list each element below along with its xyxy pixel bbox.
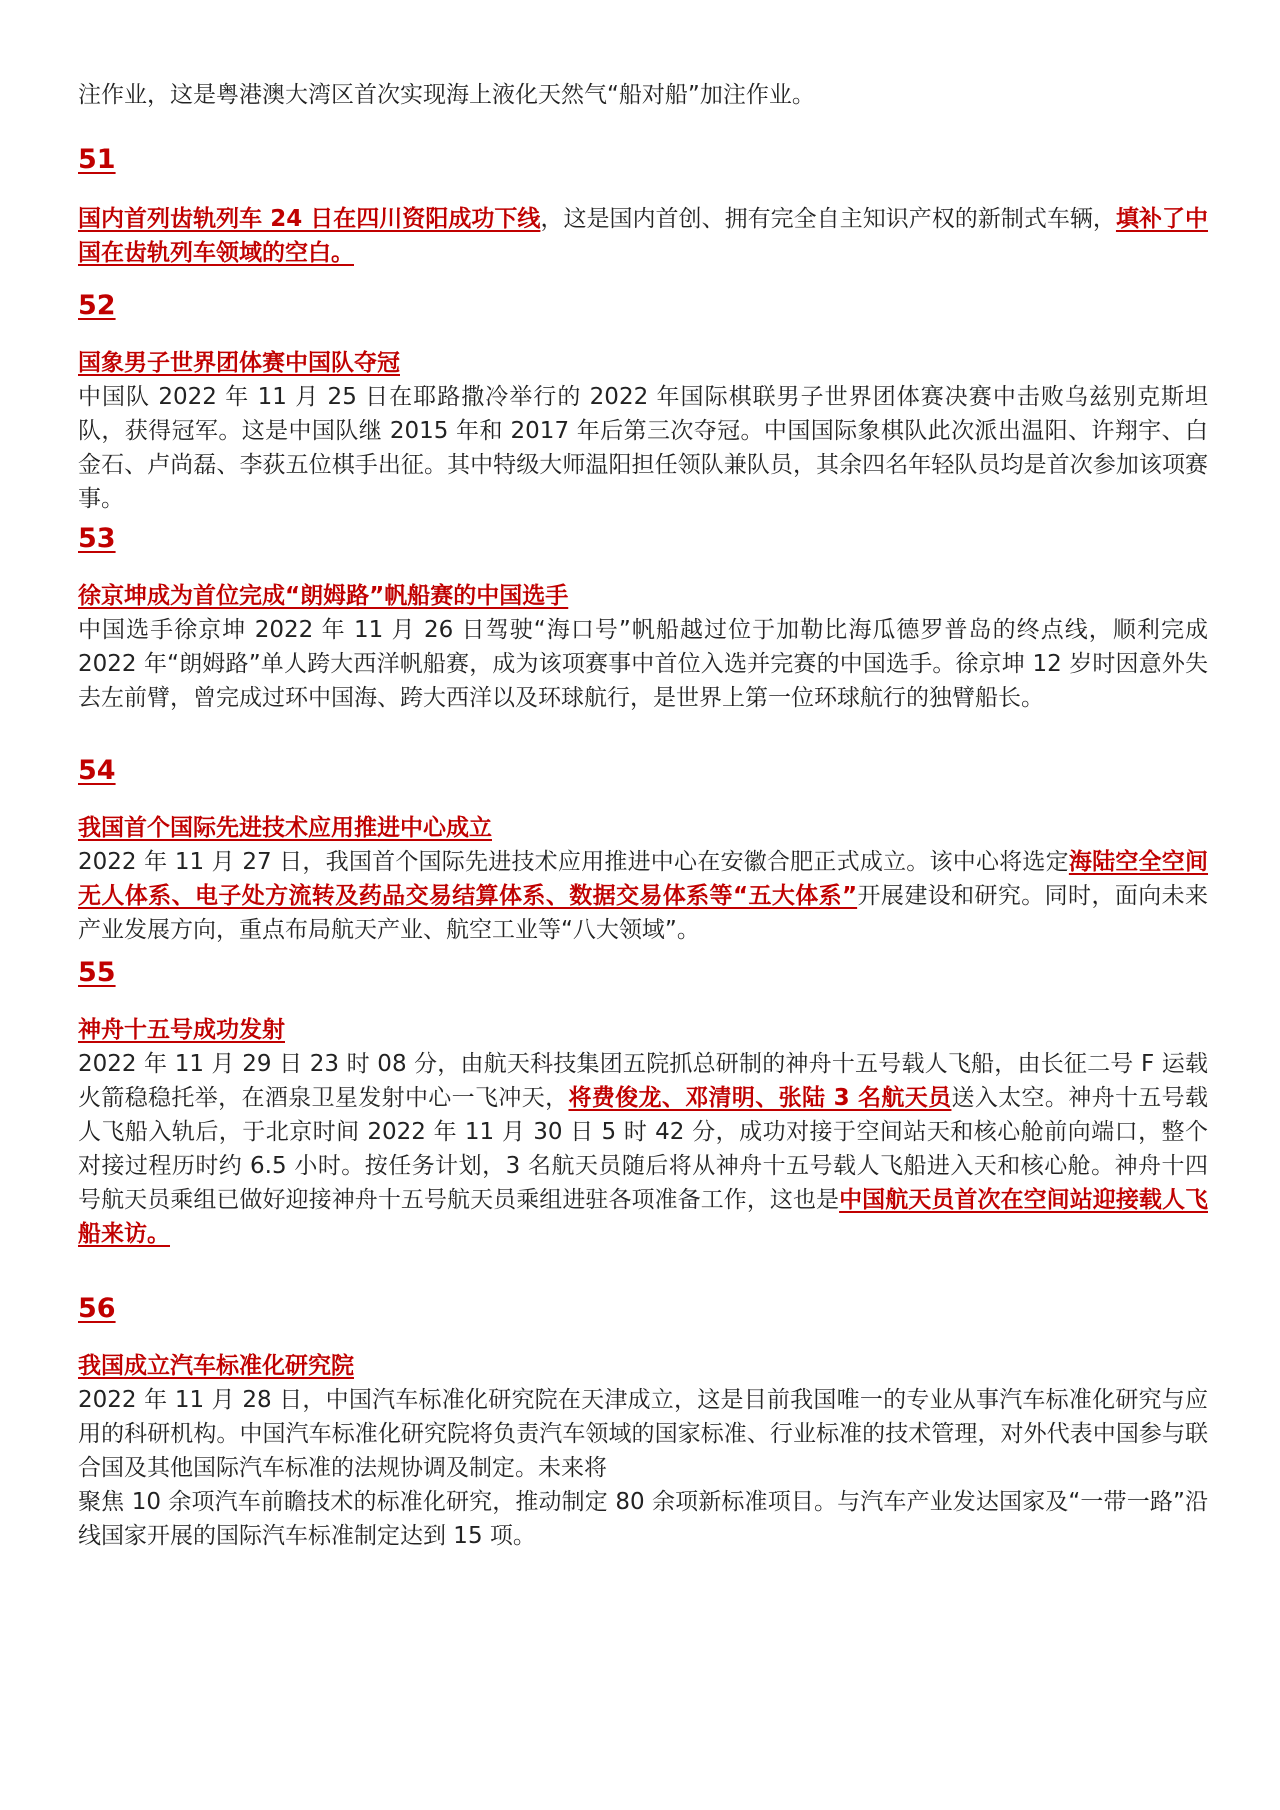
section-53 <box>78 519 1208 715</box>
section-title: 国象男子世界团体赛中国队夺冠 <box>78 350 400 376</box>
highlight-text: 海陆空全空间无人体系、电子处方流转及药品交易结算体系、数据交易体系等“五大体系” <box>78 849 1209 909</box>
section-title: 我国成立汽车标准化研究院 <box>78 1353 354 1379</box>
section-54 <box>78 751 1208 947</box>
section-body <box>78 845 1208 947</box>
section-51 <box>78 140 1208 270</box>
highlight-text: 将费俊龙、邓清明、张陆 3 名航天员 <box>568 1085 952 1111</box>
section-title: 神舟十五号成功发射 <box>78 1017 285 1043</box>
section-number: 52 <box>78 290 116 321</box>
highlight-text: 国内首列齿轨列车 24 日在四川资阳成功下线 <box>78 206 541 232</box>
body-text: 2022 年 11 月 29 日 23 时 08 分，由航天科技集团五院抓总研制的神舟十五号载人飞船，由长征二号 F 运载火箭稳稳托举，在酒泉卫星发射中心一飞冲天， <box>78 1051 1208 1111</box>
intro-text: 注作业，这是粤港澳大湾区首次实现海上液化天然气“船对船”加注作业。 <box>78 82 815 108</box>
section-body <box>78 1383 1208 1553</box>
body-text: ，这是国内首创、拥有完全自主知识产权的新制式车辆， <box>540 206 1116 232</box>
section-body: 中国选手徐京坤 2022 年 11 月 26 日驾驶“海口号”帆船越过位于加勒比海瓜德罗普岛的终点线，顺利完成 2022 年“朗姆路”单人跨大西洋帆船赛，成为该项赛事中首位入选并完赛的中国选手。徐京坤 12 岁时因意外失去左前臂，曾完成过环中国海、跨大西洋以及环球航行，是世界上第一位环球航行的独臂船长。 <box>78 617 1208 711</box>
section-number: 53 <box>78 523 116 554</box>
body-text: 开展建设和研究。同时，面向未来产业发展方向，重点布局航天产业、航空工业等“八大领域”。 <box>78 883 1209 943</box>
body-text: 2022 年 11 月 27 日，我国首个国际先进技术应用推进中心在安徽合肥正式成立。该中心将选定 <box>78 849 1069 875</box>
section-body: 中国队 2022 年 11 月 25 日在耶路撒冷举行的 2022 年国际棋联男子世界团体赛决赛中击败乌兹别克斯坦队，获得冠军。这是中国队继 2015 年和 2017 年后第三次夺冠。中国国际象棋队此次派出温阳、许翔宇、白金石、卢尚磊、李荻五位棋手出征。其中特级大师温阳担任领队兼队员，其余四名年轻队员均是首次参加该项赛事。 <box>78 384 1208 512</box>
section-56 <box>78 1289 1208 1553</box>
section-title: 徐京坤成为首位完成“朗姆路”帆船赛的中国选手 <box>78 583 569 609</box>
body-paragraph: 聚焦 10 余项汽车前瞻技术的标准化研究，推动制定 80 余项新标准项目。与汽车产业发达国家及“一带一路”沿线国家开展的国际汽车标准制定达到 15 项。 <box>78 1489 1208 1549</box>
section-number: 55 <box>78 957 116 988</box>
section-55 <box>78 953 1208 1251</box>
highlight-text: 中国航天员首次在空间站迎接载人飞船来访。 <box>78 1187 1208 1247</box>
section-title: 我国首个国际先进技术应用推进中心成立 <box>78 815 492 841</box>
section-number: 56 <box>78 1293 116 1324</box>
section-body <box>78 202 1208 270</box>
highlight-text: 填补了中国在齿轨列车领域的空白。 <box>78 206 1209 266</box>
intro-paragraph <box>78 78 1208 112</box>
body-paragraph: 2022 年 11 月 28 日，中国汽车标准化研究院在天津成立，这是目前我国唯一的专业从事汽车标准化研究与应用的科研机构。中国汽车标准化研究院将负责汽车领域的国家标准、行业标准的技术管理，对外代表中国参与联合国及其他国际汽车标准的法规协调及制定。未来将 <box>78 1387 1208 1481</box>
section-number: 51 <box>78 144 116 175</box>
body-text: 送入太空。神舟十五号载人飞船入轨后，于北京时间 2022 年 11 月 30 日 5 时 42 分，成功对接于空间站天和核心舱前向端口，整个对接过程历时约 6.5 小时。按任务计划，3 名航天员随后将从神舟十五号载人飞船进入天和核心舱。神舟十四号航天员乘组已做好迎接神舟十五号航天员乘组进驻各项准备工作，这也是 <box>78 1085 1209 1213</box>
section-52 <box>78 286 1208 516</box>
section-body <box>78 1047 1208 1251</box>
section-number: 54 <box>78 755 116 786</box>
